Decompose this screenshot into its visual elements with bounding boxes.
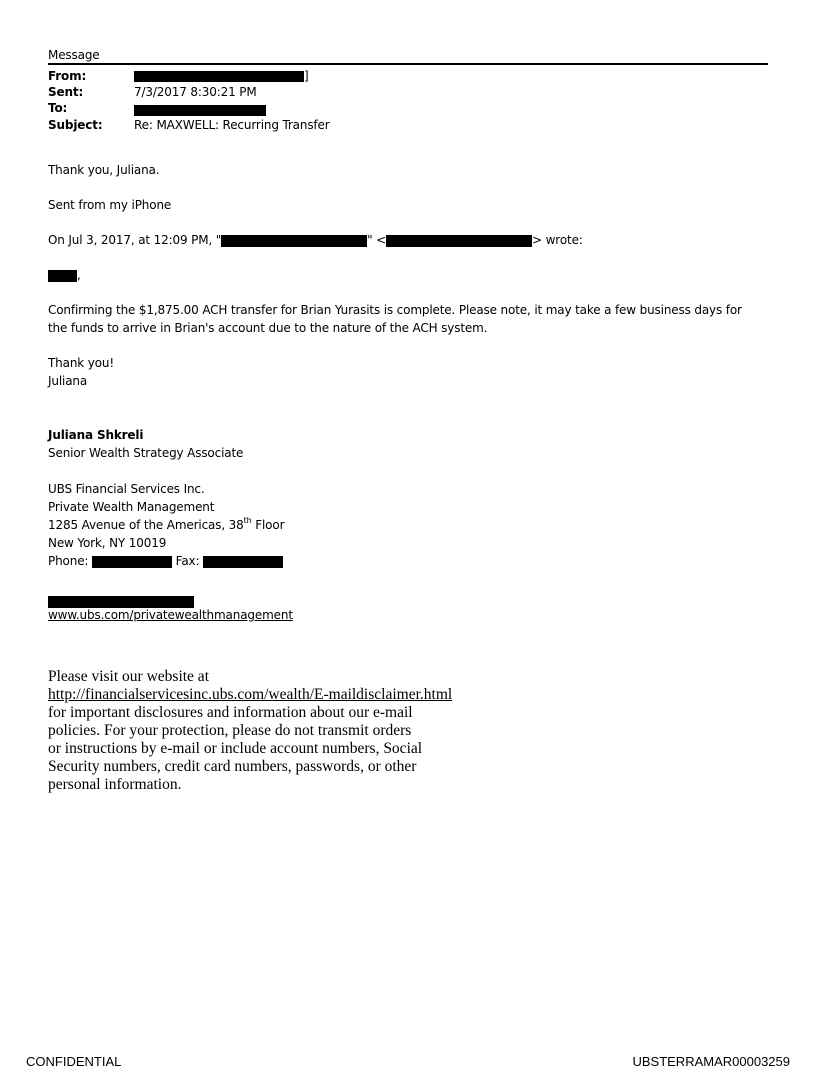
signature-city: New York, NY 10019 [48, 536, 167, 550]
signature-phone-fax [48, 554, 283, 568]
signature-name: Juliana Shkreli [48, 428, 144, 442]
to-value [134, 103, 266, 117]
confidential-footer: CONFIDENTIAL [26, 1054, 122, 1069]
signoff-line: Juliana [48, 374, 88, 388]
confirmation-line-2: the funds to arrive in Brian's account due to the nature of the ACH system. [48, 321, 488, 335]
signature-address [48, 518, 284, 532]
quote-suffix: > wrote: [532, 233, 583, 247]
redaction-from [134, 71, 304, 82]
redaction-greeting-name [48, 270, 77, 282]
subject-value: Re: MAXWELL: Recurring Transfer [134, 118, 330, 132]
redaction-fax [203, 556, 283, 568]
redaction-sender-email [386, 235, 532, 247]
quote-prefix: On Jul 3, 2017, at 12:09 PM, " [48, 233, 222, 247]
disclaimer-line-3: for important disclosures and information about our e-mail [48, 704, 413, 721]
from-suffix: ] [304, 69, 309, 83]
redaction-email [48, 596, 194, 608]
to-label: To: [48, 101, 68, 115]
address-pre: 1285 Avenue of the Americas, 38 [48, 518, 244, 532]
redaction-to [134, 105, 266, 116]
signature-title: Senior Wealth Strategy Associate [48, 446, 244, 460]
bates-number: UBSTERRAMAR00003259 [632, 1054, 790, 1069]
signature-company: UBS Financial Services Inc. [48, 482, 205, 496]
disclaimer-line-4: policies. For your protection, please do not transmit orders [48, 722, 412, 739]
website-link[interactable]: www.ubs.com/privatewealthmanagement [48, 608, 293, 622]
redaction-phone [92, 556, 172, 568]
disclaimer-line-7: personal information. [48, 776, 182, 793]
sent-label: Sent: [48, 85, 84, 99]
disclaimer-line-5: or instructions by e-mail or include account numbers, Social [48, 740, 423, 757]
address-sup: th [243, 516, 252, 525]
quote-attribution [48, 233, 583, 247]
from-label: From: [48, 69, 87, 83]
quote-mid: " < [367, 233, 387, 247]
greeting-suffix: , [77, 268, 81, 282]
fax-label: Fax: [175, 554, 200, 568]
message-section-label: Message [48, 48, 100, 62]
header-rule [48, 63, 768, 65]
thanks-line: Thank you! [48, 356, 115, 370]
confirmation-line-1: Confirming the $1,875.00 ACH transfer for Brian Yurasits is complete. Please note, it may take a few business days for [48, 303, 742, 317]
subject-label: Subject: [48, 118, 103, 132]
disclaimer-line-6: Security numbers, credit card numbers, passwords, or other [48, 758, 417, 775]
disclaimer-line-1: Please visit our website at [48, 668, 209, 685]
phone-label: Phone: [48, 554, 89, 568]
sent-from-line: Sent from my iPhone [48, 198, 172, 212]
reply-line: Thank you, Juliana. [48, 163, 160, 177]
from-value [134, 69, 309, 83]
redaction-sender-name [221, 235, 367, 247]
greeting [48, 268, 81, 282]
address-post: Floor [251, 518, 285, 532]
signature-division: Private Wealth Management [48, 500, 215, 514]
disclaimer-link[interactable]: http://financialservicesinc.ubs.com/wealth/E-maildisclaimer.html [48, 686, 453, 703]
sent-value: 7/3/2017 8:30:21 PM [134, 85, 257, 99]
